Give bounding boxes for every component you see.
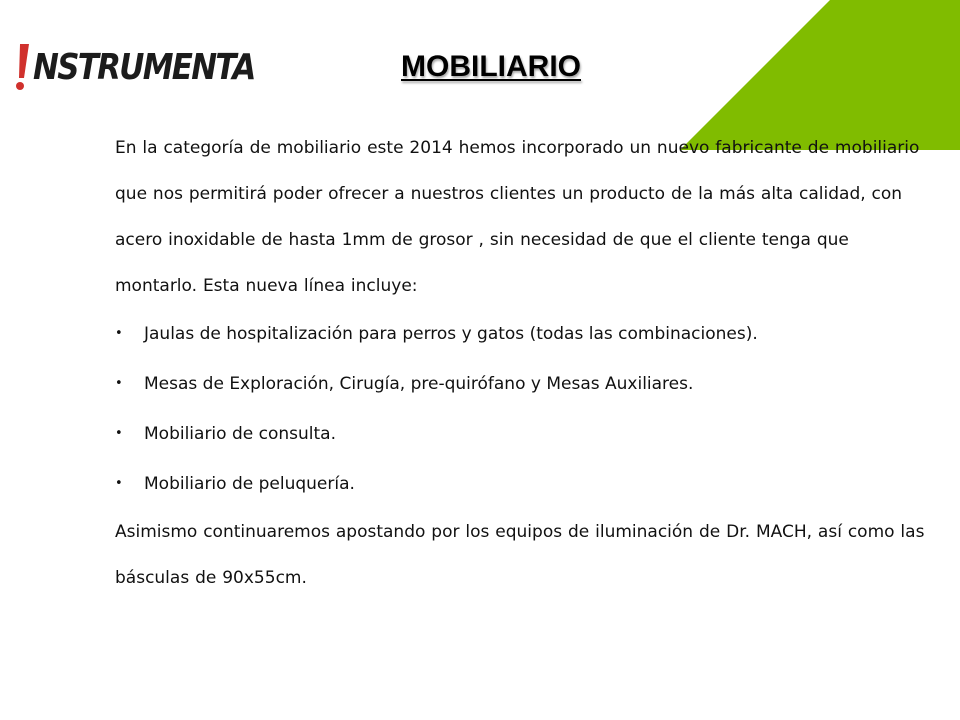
page-title: MOBILIARIO [401, 50, 581, 83]
list-item-text: Mesas de Exploración, Cirugía, pre-quirófano y Mesas Auxiliares. [144, 374, 694, 394]
logo-wordmark: NSTRUMENTA [33, 47, 255, 88]
exclamation-logo-icon [14, 42, 32, 92]
bullet-dot: • [115, 426, 123, 441]
slide-body [115, 125, 925, 601]
closing-paragraph: Asimismo continuaremos apostando por los equipos de iluminación de Dr. MACH, así como las básculas de 90x55cm. [115, 522, 925, 588]
list-item-text: Mobiliario de peluquería. [144, 474, 355, 494]
bullet-list [115, 309, 925, 509]
bullet-dot: • [115, 476, 123, 491]
list-item [115, 409, 925, 459]
list-item [115, 459, 925, 509]
list-item [115, 309, 925, 359]
list-item-text: Jaulas de hospitalización para perros y gatos (todas las combinaciones). [144, 324, 758, 344]
bullet-dot: • [115, 376, 123, 391]
intro-paragraph: En la categoría de mobiliario este 2014 hemos incorporado un nuevo fabricante de mobiliario que nos permitirá poder ofrecer a nuestros clientes un producto de la más alta calidad, con acero inoxidable de hasta 1mm de grosor , sin necesidad de que el cliente tenga que montarlo. Esta nueva línea incluye: [115, 138, 920, 296]
instrumenta-logo [14, 40, 291, 92]
bullet-dot: • [115, 326, 123, 341]
list-item-text: Mobiliario de consulta. [144, 424, 336, 444]
list-item [115, 359, 925, 409]
